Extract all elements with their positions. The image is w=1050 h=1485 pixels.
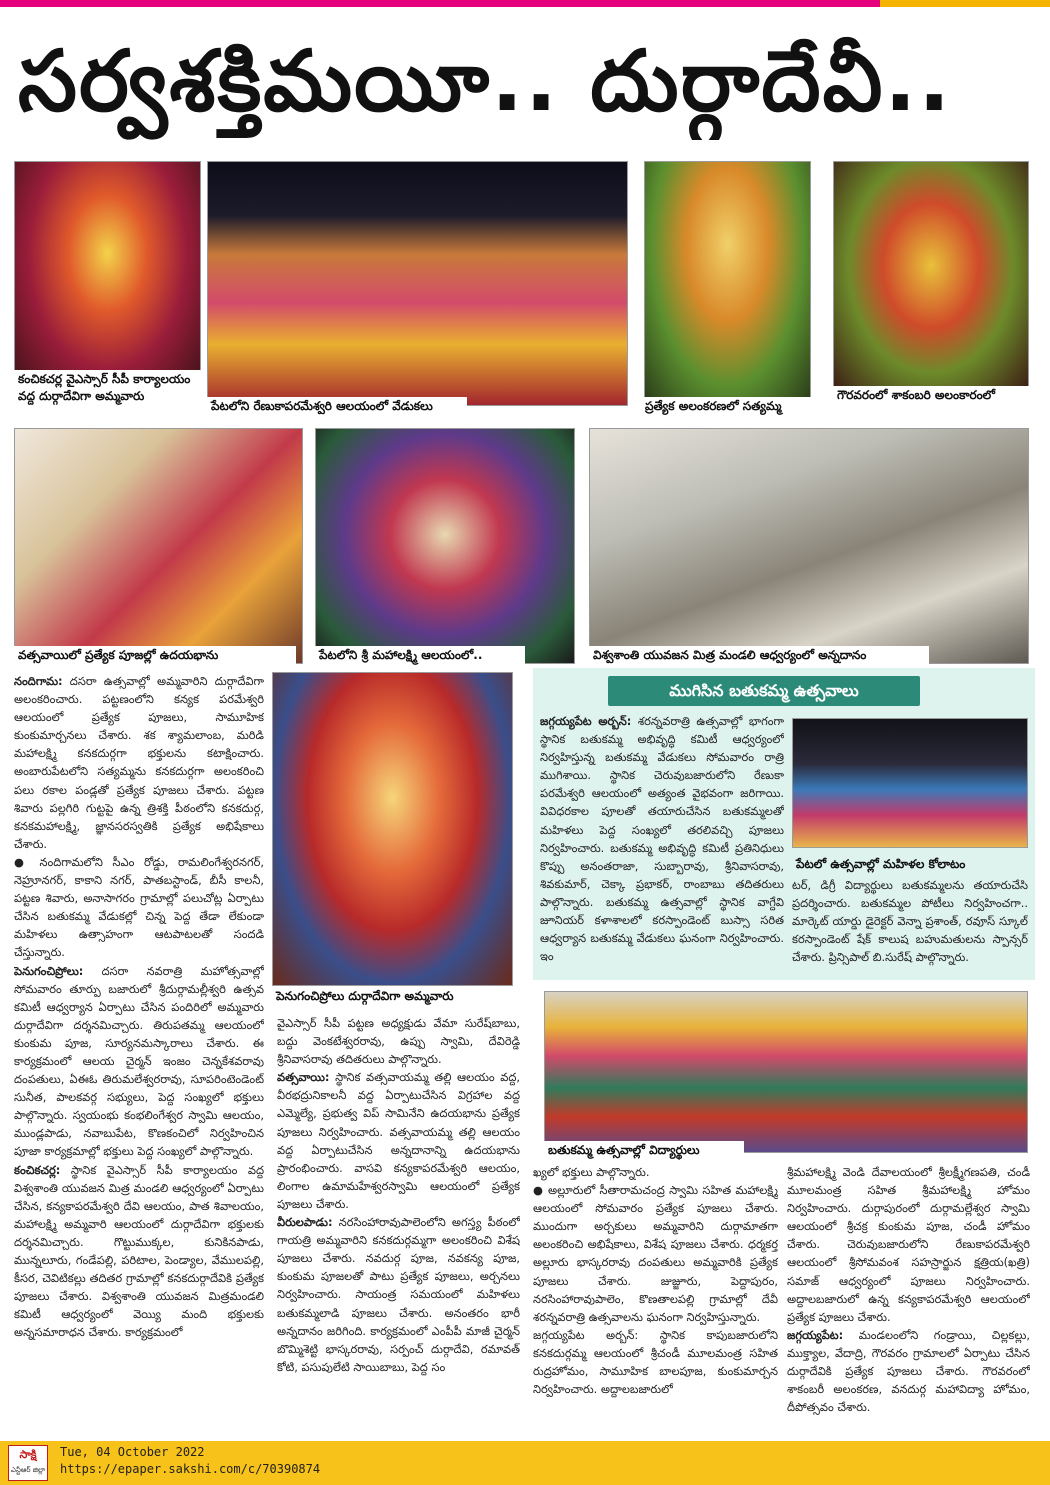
footer-url-link[interactable]: https://epaper.sakshi.com/c/70390874 [60,1462,321,1476]
article-column-2 [277,1014,520,1442]
edition-label: ఎన్టీఆర్ జిల్లా [10,1466,46,1474]
dateline-penuganchiprolu: పెనుగంచిప్రోలు: [14,963,84,978]
sakshi-logo-text: సాక్షి [19,1448,37,1461]
paragraph-veerulapadu [277,1213,520,1376]
text-penuganchiprolu: దసరా నవరాత్రి మహోత్సవాల్లో సోమవారం తూర్పు బజారులో శ్రీదుర్గామల్లీశ్వరి ఉత్సవ కమిటీ ఆధ్వర్యాన ఏర్పాటు చేసిన పందిరిలో అమ్మవారు దుర్గాదేవిగా దర్శనమిచ్చారు. తిరుపతమ్మ ఆలయంలో కుంకుమ పూజ, సూర్యనమస్కారాలు చేశారు. ఈ కార్యక్రమంలో ఆలయ చైర్మన్ ఇంజం చెన్నకేశవరావు దంపతులు, ఏఈఓ తిరుమలేశ్వరరావు, సూపరింటెండెంట్ సునీత, పాలకవర్గ సభ్యులు, పెద్ద సంఖ్యలో భక్తులు పాల్గొన్నారు. స్వయంభు కంభలింగేశ్వర స్వామి ఆలయం, ముండ్లపాడు, నవాబుపేట, కొణకంచిలో నిర్వహించిన పూజా కార్యక్రమాల్లో భక్తులు పెద్ద సంఖ్యలో పాల్గొన్నారు. [14,963,264,1159]
photo-renuka-temple-celebration [207,161,628,406]
caption-renuka-temple: పేటలోని రేణుకాపరమేశ్వరి ఆలయంలో వేడుకలు [207,397,467,416]
article-column-3 [533,1163,778,1441]
dateline-jaggaiahpet: జగ్గయ్యపేట: [787,1327,844,1342]
caption-satyamma: ప్రత్యేక అలంకరణలో సత్యమ్మ [641,397,831,416]
paragraph-ysrcp-leaders: వైఎస్సార్ సీపీ పట్టణ అధ్యక్షుడు వేమా సురేష్‌బాబు, బద్దు వెంకటేశ్వరరావు, ఉప్పు స్వామి, దేవిరెడ్డి శ్రీనివాసరావు తదితరులు పాల్గొన్నారు. [277,1016,520,1067]
top-accent-bar-yellow [880,0,1050,7]
dateline-nandigama: నందిగామ: [14,674,63,688]
paragraph-nandigama-bathukamma: ● నందిగామలోని సీఎం రోడ్డు, రామలింగేశ్వరనగర్, నెహ్రూనగర్, కాకాని నగర్, పాతబస్టాండ్, బీసీ కాలనీ, పట్టణ శివారు, అనాసాగరం గ్రామాల్లో పలుచోట్ల ఏర్పాటు చేసిన బతుకమ్మ వేడుకల్లో చిన్న పెద్ద తేడా లేకుండా మహిళలు ఉత్సాహంగా ఆటపాటలతో సందడి చేస్తున్నారు. [14,854,264,960]
text-jaggaiahpet-bathukamma: శరన్నవరాత్రి ఉత్సవాల్లో భాగంగా స్థానిక బతుకమ్మ అభివృద్ధి కమిటీ ఆధ్వర్యంలో నిర్వహిస్తున్న బతుకమ్మ వేడుకలు సోమవారం రాత్రి ముగిశాయి. స్థానిక చెరువుబజారులోని రేణుకా పరమేశ్వరి ఆలయంలో అత్యంత వైభవంగా జరిగాయి. వివిధరకాల పూలతో తయారుచేసిన బతుకమ్మలతో మహిళలు పెద్ద సంఖ్యలో తరలివచ్చి పూజలు నిర్వహించారు. బతుకమ్మ అభివృద్ధి కమిటీ ప్రతినిధులు కొప్పు అనంతరాజా, సుబ్బారావు, శ్రీనివాసరావు, శివకుమార్, చెక్కా ప్రభాకర్, రాంబాబు తదితరులు పాల్గొన్నారు. బతుకమ్మ ఉత్సవాల్లో స్థానిక వాగ్దేవి జూనియర్ కళాశాలలో కరస్పాండెంట్ బుస్సా సరిత ఆధ్వర్యాన బతుకమ్మ వేడుకలు ఘనంగా నిర్వహించారు. ఇం [540,714,784,964]
photo-kolatam [792,718,1028,848]
photo-penuganchiprolu-durga [272,672,513,986]
caption-bathukamma-students: బతుకమ్మ ఉత్సవాల్లో విద్యార్థులు [544,1141,744,1160]
paragraph-mahalakshmi-homam: శ్రీమహాలక్ష్మి వెండి దేవాలయంలో శ్రీలక్ష్మీగణపతి, చండీ మూలమంత్ర సహిత శ్రీమహాలక్ష్మి హోమం నిర్వహించారు. దుర్గాపురంలో దుర్గామల్లేశ్వర స్వామి ఆలయంలో శ్రీచక్ర కుంకుమ పూజ, చండీ హోమం చేశారు. చెరువుబజారులోని రేణుకాపరమేశ్వరి ఆలయంలో శ్రీసోమవంశ సహస్రార్జున క్షత్రియ(ఖత్రి) సమాజ్ ఆధ్వర్యంలో పూజలు నిర్వహించారు. అద్దాలబజారులో ఉన్న కన్యకాపరమేశ్వరి ఆలయంలో ప్రత్యేక పూజలు చేశారు. [787,1165,1030,1324]
photo-mahalakshmi-temple [315,428,575,664]
text-jaggaiahpet-mandal: మండలంలోని గండ్రాయి, చిల్లకల్లు, ముక్త్యాల, వేదాద్రి, గౌరవరం గ్రామాలలో ఏర్పాటు చేసిన దుర్గాదేవికి ప్రత్యేక పూజలు చేశారు. గౌరవరంలో శాకంబరీ అలంకరణ, వనదుర్గ మహావిద్యా హోమం, దీపోత్సవం చేశారు. [787,1327,1030,1415]
paragraph-vatsavai [277,1068,520,1213]
paragraph-students-competition: టర్, డిగ్రీ విద్యార్థులు బతుకమ్మలను తయారుచేసి ప్రదర్శించారు. బతుకమ్మల పోటీలు నిర్వహించగా.. మార్కెట్ యార్డు డైరెక్టర్ వెన్నా ప్రశాంత్, రవూస్ స్కూల్ కరస్పాండెంట్ షేక్ కాలుష బహుమతులను స్పాన్సర్ చేశారు. ప్రిన్సిపాల్ బి.సురేష్ పాల్గొన్నారు. [792,878,1028,965]
paragraph-nandigama [14,672,264,853]
caption-kolatam: పేటలో ఉత్సవాల్లో మహిళల కోలాటం [796,857,966,871]
article-column-1 [14,672,264,1442]
paragraph-alluru: ● అల్లూరులో సీతారామచంద్ర స్వామి సహిత మహాలక్ష్మి ఆలయంలో సోమవారం ప్రత్యేక పూజలు చేశారు. ముందుగా అర్చకులు అమ్మవారిని దుర్గామాతగా అలంకరించి అభిషేకాలు, విశేష పూజలు చేశారు. ధర్మకర్త అల్లూరు భాస్కరరావు దంపతులు అమ్మవారికి ప్రత్యేక పూజలు చేశారు. జుజ్జూరు, పెద్దాపురం, నరసింహారావుపాలెం, కొణతాలపల్లి గ్రామాల్లో దేవీ శరన్నవరాత్రి ఉత్సవాలను ఘనంగా నిర్వహిస్తున్నారు. [533,1183,778,1324]
dateline-jaggaiahpet-urban: జగ్గయ్యపేట అర్బన్: [540,714,632,728]
text-kanchikacherla: స్థానిక వైఎస్సార్ సీపీ కార్యాలయం వద్ద విశ్వశాంతి యువజన మిత్ర మండలి ఆధ్వర్యంలో ఏర్పాటు చేసిన, కన్యకాపరమేశ్వరి దేవి ఆలయం, పాత శివాలయం, మహాలక్ష్మి అమ్మవారి ఆలయంలో దుర్గాదేవిగా భక్తులకు దర్శనమిచ్చారు. గొట్టుముక్కల, కునికినపాడు, మున్నలూరు, గండేపల్లి, పరిటాల, పెండ్యాల, వేములపల్లి, కీసర, చెవిటికల్లు తదితర గ్రామాల్లో కనకదుర్గాదేవికి ప్రత్యేక పూజలు చేశారు. విశ్వశాంతి యువజన మిత్రమండలి కమిటీ ఆధ్వర్యంలో వెయ్యి మంది భక్తులకు అన్నసమారాధన చేశారు. కార్యక్రమంలో [14,1162,264,1340]
photo-kanchikacherla-durga [14,161,201,391]
paragraph-jaggaiahpet-bathukamma [540,712,784,965]
photo-annadanam [589,428,1029,664]
text-nandigama: దసరా ఉత్సవాల్లో అమ్మవారిని దుర్గాదేవిగా అలంకరించారు. పట్టణంలోని కన్యక పరమేశ్వరి ఆలయంలో ప్రత్యేక పూజలు, సామూహిక కుంకుమార్చనలు చేశారు. శక శ్యామలాంబ, మరిడి మహాలక్ష్మి కనకదుర్గగా భక్తులను కటాక్షించారు. అంబారుపేటలోని సత్యమ్మను కనకదుర్గగా అలంకరించి పలు రకాల పండ్లతో ప్రత్యేక పూజలు చేశారు. పట్టణ శివారు పల్లగిరి గుట్టపై ఉన్న త్రిశక్తి పీఠంలోని కనకదుర్గ, కనకమహాలక్ష్మి, జ్ఞానసరస్వతికి ప్రత్యేక అభిషేకాలు చేశారు. [14,674,264,851]
dateline-kanchikacherla: కంచికచర్ల: [14,1162,61,1177]
paragraph-jaggaiahpet-mandal [787,1326,1030,1416]
caption-kanchikacherla: కంచికచర్ల వైఎస్సార్ సీపీ కార్యాలయం వద్ద దుర్గాదేవిగా అమ్మవారు [14,370,204,406]
paragraph-kanchikacherla [14,1161,264,1342]
text-veerulapadu: నరసింహారావుపాలెంలోని అగస్త్య పీఠంలో గాయత్రి అమ్మవారిని కనకదుర్గమ్మగా అలంకరించి విశేష పూజలు చేశారు. నవదుర్గ పూజ, నవకన్య పూజ, కుంకుమ పూజలతో పాటు ప్రత్యేక పూజలు, అర్చనలు నిర్వహించారు. సాయంత్ర సమయంలో మహిళలు బతుకమ్మలాడి పూజలు చేశారు. అనంతరం భారీ అన్నదానం జరిగింది. కార్యక్రమంలో ఎంపీపీ మాజీ చైర్మన్ బొమ్మిశెట్టి భాస్కరరావు, సర్పంచ్ దుర్గాదేవి, రమావత్ కోటి, పసుపులేటి సాయిబాబు, పెద్ద సం [277,1215,520,1374]
paragraph-devotees: ఖ్యలో భక్తులు పాల్గొన్నారు. [533,1165,650,1179]
caption-annadanam: విశ్వశాంతి యువజన మిత్ర మండలి ఆధ్వర్యంలో అన్నదానం [589,646,929,665]
dateline-vatsavai: వత్సవాయి: [277,1070,330,1085]
caption-penuganchiprolu: పెనుగంచిప్రోలు దుర్గాదేవిగా అమ్మవారు [272,987,517,1006]
bathukamma-box-title: ముగిసిన బతుకమ్మ ఉత్సవాలు [608,676,920,706]
article-column-4 [787,1163,1030,1441]
photo-satyamma-decoration [644,161,811,399]
page-headline: సర్వశక్తిమయీ.. దుర్గాదేవీ.. [18,32,953,130]
caption-mahalakshmi: పేటలోని శ్రీ మహాలక్ష్మి ఆలయంలో.. [315,646,525,665]
paragraph-jaggaiahpet-kanakadurga: జగ్గయ్యపేట అర్బన్: స్థానిక కాపుబజారులోని కనకదుర్గమ్మ ఆలయంలో శ్రీచండీ మూలమంత్ర సహిత రుద్రహోమం, సామూహిక బాలపూజ, కుంకుమార్చన నిర్వహించారు. అద్దాలబజారులో [533,1327,778,1397]
photo-bathukamma-students [544,991,1028,1153]
bathukamma-box-column-2 [792,876,1028,976]
paragraph-penuganchiprolu [14,962,264,1161]
text-vatsavai: స్థానిక వత్సవాయమ్మ తల్లి ఆలయం వద్ద, వీరభద్రునికాలనీ వద్ద ఏర్పాటుచేసిన విగ్రహాల వద్ద ఎమ్మెల్యే, ప్రభుత్వ విప్ సామినేని ఉదయభాను ప్రత్యేక పూజలు నిర్వహించారు. వత్సవాయమ్మ తల్లి ఆలయం వద్ద ఏర్పాటుచేసిన అన్నదానాన్ని ఉదయభాను ప్రారంభించారు. వాసవి కన్యకాపరమేశ్వరి ఆలయం, లింగాల ఉమామహేశ్వరస్వామి ఆలయంలో ప్రత్యేక పూజలు చేశారు. [277,1070,520,1211]
photo-vatsavai-puja [14,428,303,664]
caption-gouravaram: గౌరవరంలో శాకంబరి అలంకారంలో [833,386,1033,405]
dateline-veerulapadu: వీరులపాడు: [277,1215,333,1230]
photo-gouravaram-shakambari [833,161,1029,393]
caption-vatsavai: వత్సవాయిలో ప్రత్యేక పూజల్లో ఉదయభాను [14,646,296,665]
bathukamma-box-column-1 [540,712,784,974]
footer-date: Tue, 04 October 2022 [60,1445,205,1459]
